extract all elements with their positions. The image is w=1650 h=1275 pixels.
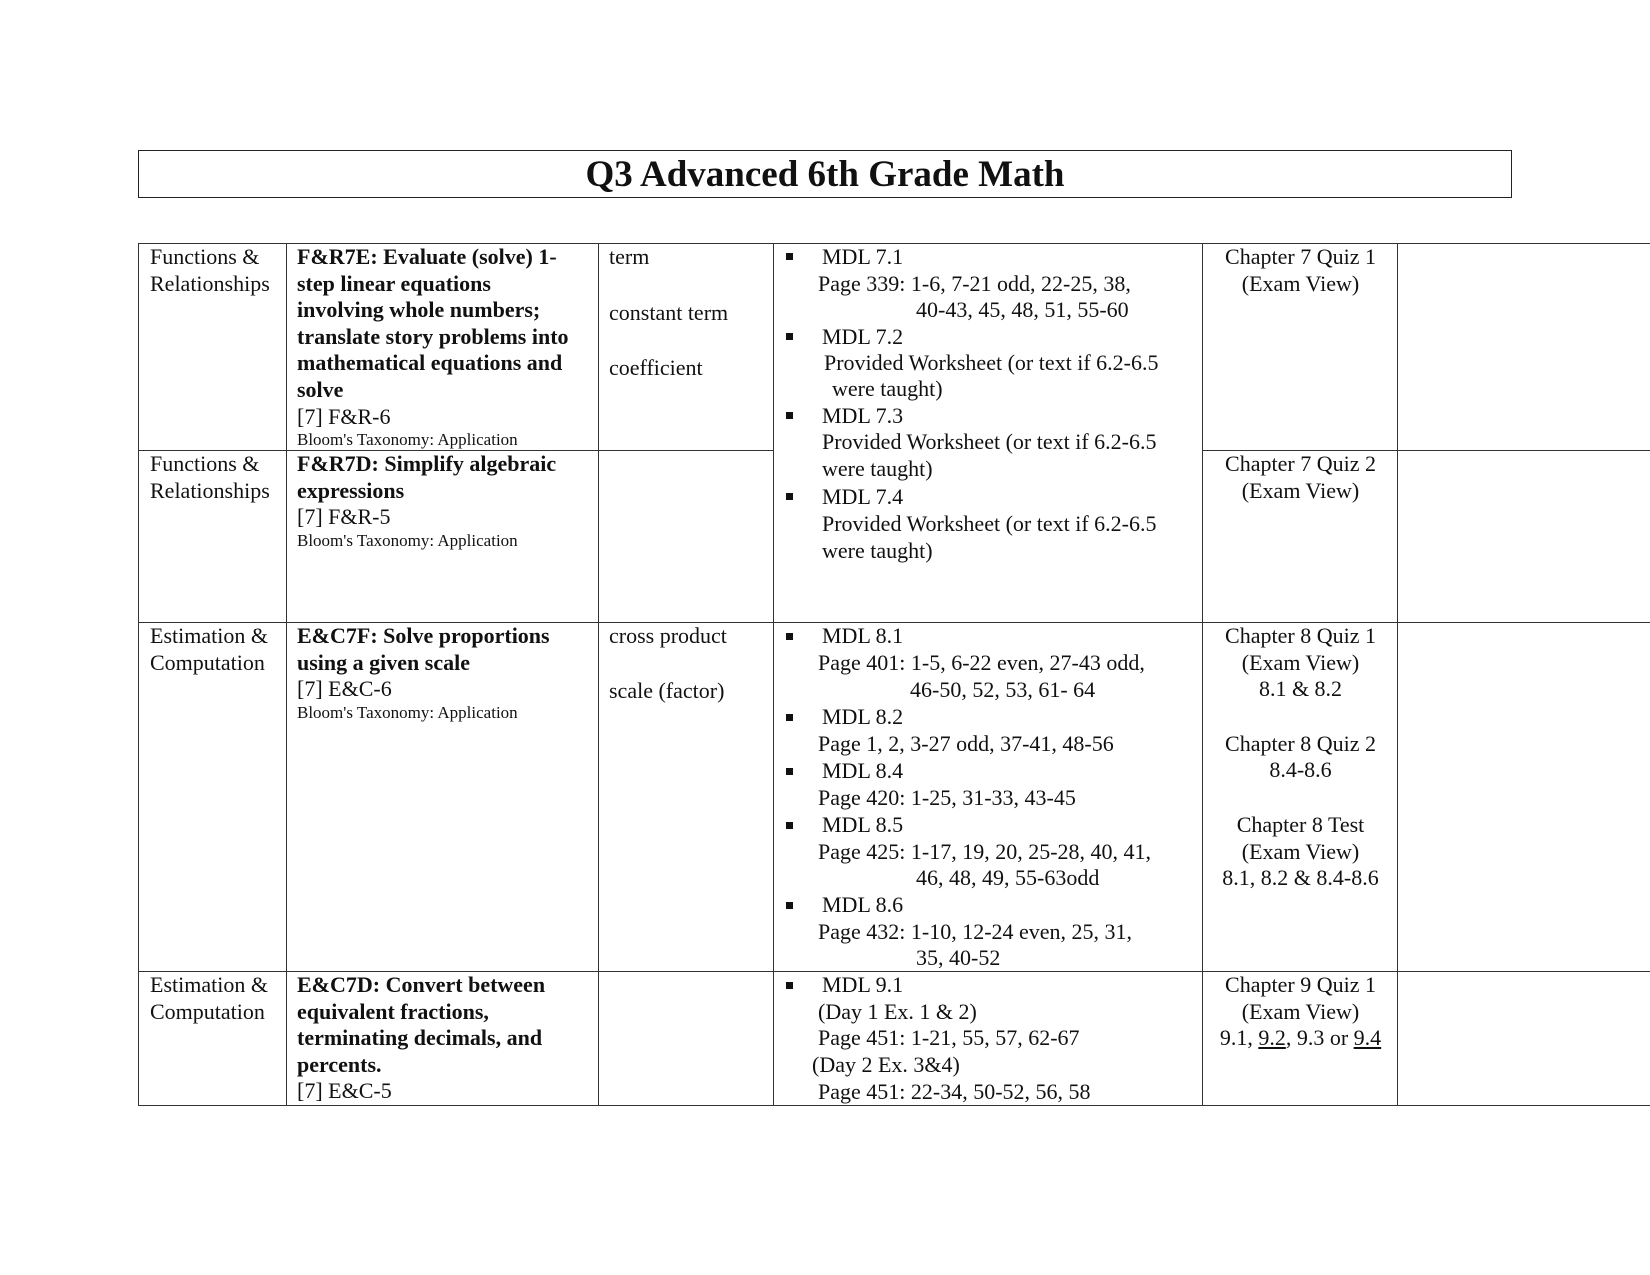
bullet-icon — [786, 333, 793, 340]
strand-line: Estimation & — [150, 623, 268, 648]
lesson-line: MDL 9.1 — [822, 972, 904, 997]
lesson-line: MDL 8.6 — [822, 892, 904, 917]
strand-line: Computation — [150, 649, 265, 675]
strand-cell — [150, 244, 270, 297]
objective-line: involving whole numbers; — [297, 297, 541, 323]
vocab-term: constant term — [609, 300, 729, 325]
objective-line: using a given scale — [297, 649, 470, 675]
lesson-line: MDL 7.1 — [822, 244, 904, 269]
vocab-term: scale (factor) — [609, 678, 725, 703]
section-text: 9.1, — [1219, 1025, 1259, 1051]
standard-code: [7] E&C-6 — [297, 676, 392, 702]
objective-line: percents. — [297, 1051, 382, 1077]
assessment-line: (Exam View) — [1241, 649, 1360, 675]
lesson-line: Page 420: 1-25, 31-33, 43-45 — [818, 785, 1076, 810]
bullet-icon — [786, 902, 793, 909]
column-divider — [773, 243, 774, 1106]
lesson-line: MDL 7.2 — [822, 324, 904, 349]
column-divider — [286, 243, 287, 1106]
standard-code: [7] F&R-5 — [297, 504, 391, 530]
column-divider — [138, 243, 139, 1106]
objective-cell — [297, 244, 569, 450]
bullet-icon — [786, 982, 793, 989]
bullet-icon — [786, 493, 793, 500]
objective-line: mathematical equations and — [297, 350, 563, 376]
assessment-cell — [1203, 623, 1398, 892]
objective-line: expressions — [297, 477, 405, 503]
strand-cell — [150, 972, 268, 1025]
lesson-line: Page 425: 1-17, 19, 20, 25-28, 40, 41, — [818, 839, 1152, 864]
objective-cell — [297, 451, 556, 551]
lesson-line: were taught) — [832, 376, 943, 401]
objective-line: E&C7F: Solve proportions — [297, 623, 550, 648]
bullet-icon — [786, 633, 793, 640]
lesson-line: were taught) — [822, 538, 933, 563]
page-title: Q3 Advanced 6th Grade Math — [585, 153, 1065, 195]
objective-cell — [297, 972, 545, 1105]
blooms-taxonomy: Bloom's Taxonomy: Application — [297, 430, 518, 450]
vocab-term: term — [609, 244, 650, 269]
lesson-line: Provided Worksheet (or text if 6.2-6.5 — [822, 429, 1157, 454]
bullet-icon — [786, 768, 793, 775]
standard-code: [7] E&C-5 — [297, 1078, 392, 1104]
lesson-line: Page 339: 1-6, 7-21 odd, 22-25, 38, — [818, 271, 1131, 296]
objective-line: translate story problems into — [297, 323, 569, 349]
vocab-term: cross product — [609, 623, 727, 648]
section-text: , 9.3 or — [1285, 1025, 1354, 1051]
bullet-icon — [786, 253, 793, 260]
assessment-line: Chapter 7 Quiz 2 — [1225, 451, 1376, 476]
objective-cell — [297, 623, 550, 723]
blooms-taxonomy: Bloom's Taxonomy: Application — [297, 530, 518, 550]
strand-line: Estimation & — [150, 972, 268, 997]
assessment-line: Chapter 7 Quiz 1 — [1225, 244, 1376, 269]
assessment-line: (Exam View) — [1241, 477, 1360, 503]
assessment-cell — [1203, 244, 1398, 297]
assessment-sections — [1203, 1025, 1398, 1052]
assessment-line: (Exam View) — [1241, 998, 1360, 1024]
objective-line: terminating decimals, and — [297, 1025, 543, 1051]
lesson-line: 46, 48, 49, 55-63odd — [916, 865, 1100, 890]
vocab-term: coefficient — [609, 355, 703, 380]
lesson-line: MDL 8.5 — [822, 812, 904, 837]
lesson-line: Provided Worksheet (or text if 6.2-6.5 — [824, 350, 1159, 375]
assessment-line: Chapter 8 Test — [1236, 811, 1365, 837]
assessment-cell — [1203, 972, 1398, 1052]
bullet-icon — [786, 714, 793, 721]
lesson-line: Page 432: 1-10, 12-24 even, 25, 31, — [818, 919, 1133, 944]
objective-line: F&R7E: Evaluate (solve) 1- — [297, 244, 557, 269]
bullet-icon — [786, 412, 793, 419]
assessment-line: 8.1 & 8.2 — [1258, 676, 1343, 702]
assessment-cell — [1203, 451, 1398, 504]
section-link: 9.2 — [1258, 1025, 1286, 1051]
lesson-line: 40-43, 45, 48, 51, 55-60 — [916, 297, 1129, 322]
strand-line: Functions & — [150, 451, 260, 476]
lesson-line: MDL 8.2 — [822, 704, 904, 729]
bullet-icon — [786, 822, 793, 829]
assessment-line: Chapter 8 Quiz 1 — [1225, 623, 1376, 648]
strand-line: Relationships — [150, 477, 270, 503]
objective-line: step linear equations — [297, 270, 491, 296]
lesson-line: (Day 2 Ex. 3&4) — [812, 1052, 960, 1077]
lesson-line: Page 451: 22-34, 50-52, 56, 58 — [818, 1079, 1091, 1104]
assessment-line: (Exam View) — [1241, 270, 1360, 296]
strand-line: Relationships — [150, 270, 270, 296]
strand-line: Functions & — [150, 244, 260, 269]
lesson-line: Provided Worksheet (or text if 6.2-6.5 — [822, 511, 1157, 536]
assessment-line: (Exam View) — [1241, 838, 1360, 864]
lesson-line: 35, 40-52 — [916, 945, 1001, 970]
lesson-line: MDL 8.1 — [822, 623, 904, 648]
strand-cell — [150, 623, 268, 676]
lesson-line: Page 401: 1-5, 6-22 even, 27-43 odd, — [818, 650, 1145, 675]
assessment-line: Chapter 9 Quiz 1 — [1225, 972, 1376, 997]
assessment-line: 8.4-8.6 — [1269, 757, 1332, 783]
strand-line: Computation — [150, 998, 265, 1024]
lesson-line: Page 1, 2, 3-27 odd, 37-41, 48-56 — [818, 731, 1114, 756]
section-link: 9.4 — [1353, 1025, 1382, 1051]
lesson-line: MDL 7.4 — [822, 484, 904, 509]
strand-cell — [150, 451, 270, 504]
assessment-line: 8.1, 8.2 & 8.4-8.6 — [1222, 865, 1379, 891]
lesson-line: Page 451: 1-21, 55, 57, 62-67 — [818, 1025, 1080, 1050]
lesson-line: 46-50, 52, 53, 61- 64 — [910, 677, 1096, 702]
lesson-line: were taught) — [822, 456, 933, 481]
objective-line: F&R7D: Simplify algebraic — [297, 451, 557, 476]
objective-line: E&C7D: Convert between — [297, 972, 546, 997]
lesson-line: (Day 1 Ex. 1 & 2) — [818, 999, 977, 1024]
column-divider — [598, 243, 599, 1106]
standard-code: [7] F&R-6 — [297, 403, 391, 429]
objective-line: equivalent fractions, — [297, 998, 489, 1024]
blooms-taxonomy: Bloom's Taxonomy: Application — [297, 702, 518, 722]
lesson-line: MDL 7.3 — [822, 403, 904, 428]
objective-line: solve — [297, 376, 344, 402]
lesson-line: MDL 8.4 — [822, 758, 904, 783]
assessment-line: Chapter 8 Quiz 2 — [1225, 730, 1376, 756]
